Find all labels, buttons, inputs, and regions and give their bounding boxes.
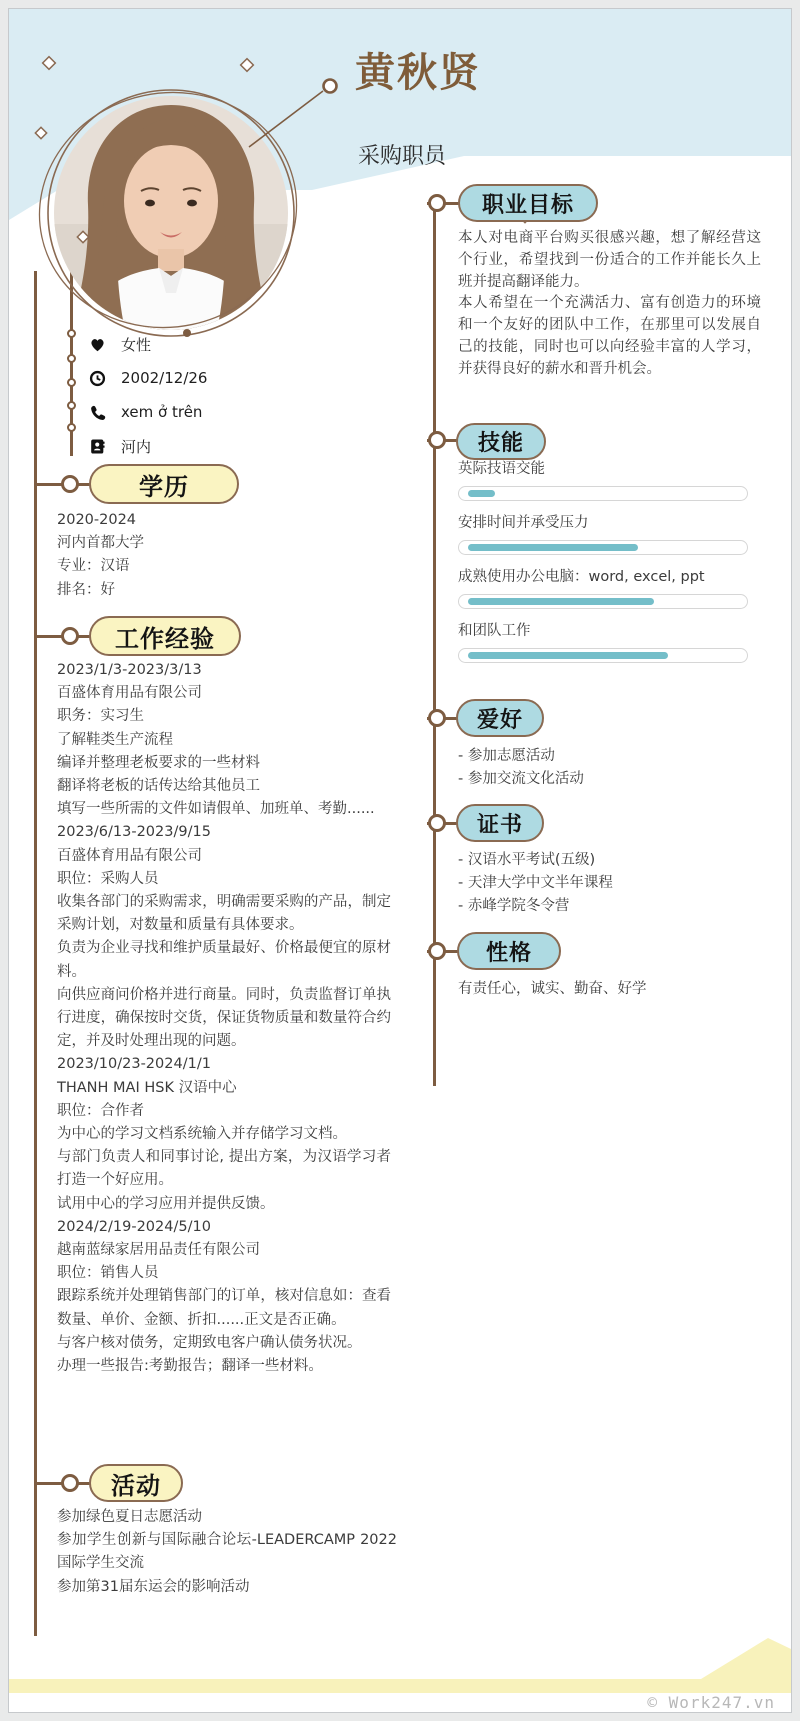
experience-line: 职位：合作者	[57, 1102, 144, 1119]
certificate-item: - 汉语水平考试(五级)	[458, 852, 596, 868]
activity-item: 参加第31届东运会的影响活动	[57, 1578, 250, 1595]
section-badge-activities: 活动	[89, 1464, 183, 1502]
skill-item	[458, 459, 748, 501]
experience-section	[57, 659, 391, 1378]
section-badge-certificates: 证书	[456, 804, 544, 842]
footer-decoration	[9, 1630, 792, 1694]
contact-item-birthdate	[89, 361, 207, 395]
contact-item-gender	[89, 327, 207, 361]
skill-bar-track	[458, 486, 748, 501]
contact-info	[89, 327, 207, 463]
experience-line: 职位：采购人员	[57, 870, 159, 887]
education-line: 专业：汉语	[57, 558, 130, 575]
resume-page	[8, 8, 792, 1713]
personality-text: 有责任心，诚实、勤奋、好学	[458, 981, 647, 997]
objective-paragraph: 本人对电商平台购买很感兴趣，想了解经营这个行业，希望找到一份适合的工作并能长久上班并提高翻译能力。	[458, 230, 761, 290]
job-title: 采购职员	[358, 144, 447, 169]
skill-item	[458, 513, 748, 555]
objective-section	[458, 228, 761, 381]
experience-line: 向供应商问价格并进行商量。同时，负责监督订单执行进度，确保按时交货，保证货物质量和数量符合约定，并及时处理出现的问题。	[57, 986, 391, 1050]
experience-line: 2023/10/23-2024/1/1	[57, 1056, 211, 1073]
contact-text: 2002/12/26	[121, 369, 208, 387]
certificates-section	[458, 849, 613, 918]
experience-line: 跟踪系统并处理销售部门的订单，核对信息如：查看数量、单价、金额、折扣......正文是否正确。	[57, 1288, 391, 1328]
experience-line: 了解鞋类生产流程	[57, 731, 173, 748]
experience-line: 百盛体育用品有限公司	[57, 685, 202, 702]
experience-line: 收集各部门的采购需求，明确需要采购的产品，制定采购计划，对数量和质量有具体要求。	[57, 894, 391, 934]
activity-item: 参加绿色夏日志愿活动	[57, 1509, 202, 1525]
experience-line: 2023/1/3-2023/3/13	[57, 662, 202, 678]
section-badge-objective: 职业目标	[458, 184, 598, 222]
personality-node	[428, 942, 446, 960]
contact-item-phone	[89, 395, 207, 429]
hobbies-section	[458, 745, 584, 791]
address-icon	[89, 438, 106, 455]
activity-item: 参加学生创新与国际融合论坛-LEADERCAMP 2022国际学生交流	[57, 1532, 397, 1572]
experience-line: 试用中心的学习应用并提供反馈。	[57, 1195, 275, 1212]
skill-label: 和团队工作	[458, 623, 531, 639]
phone-icon	[89, 404, 106, 421]
experience-line: 职位：销售人员	[57, 1265, 159, 1282]
certificate-item: - 赤峰学院冬令营	[458, 898, 570, 914]
experience-line: 填写一些所需的文件如请假单、加班单、考勤......	[57, 801, 375, 818]
experience-line: 职务：实习生	[57, 708, 144, 725]
experience-line: THANH MAI HSK 汉语中心	[57, 1079, 237, 1096]
contact-text: 河内	[121, 437, 152, 456]
education-line: 排名：好	[57, 581, 115, 598]
contact-text: xem ở trên	[121, 403, 203, 421]
hobby-item: - 参加交流文化活动	[458, 771, 584, 787]
experience-line: 负责为企业寻找和维护质量最好、价格最便宜的原材料。	[57, 940, 391, 980]
objective-paragraph: 本人希望在一个充满活力、富有创造力的环境和一个友好的团队中工作，在那里可以发展自己的技能，同时也可以向经验丰富的人学习，并获得良好的薪水和晋升机会。	[458, 295, 761, 377]
timeline-dot	[67, 329, 76, 338]
skill-bar-fill	[468, 598, 654, 605]
clock-icon	[89, 370, 106, 387]
skill-item	[458, 621, 748, 663]
timeline-dot	[67, 401, 76, 410]
skill-bar-track	[458, 594, 748, 609]
experience-line: 2023/6/13-2023/9/15	[57, 824, 211, 841]
section-badge-hobbies: 爱好	[456, 699, 544, 737]
education-section	[57, 509, 391, 602]
skill-label: 安排时间并承受压力	[458, 515, 589, 531]
skill-bar-track	[458, 648, 748, 663]
activities-section	[57, 1506, 397, 1599]
experience-node	[61, 627, 79, 645]
skill-bar-fill	[468, 652, 668, 659]
experience-line: 编译并整理老板要求的一些材料	[57, 754, 260, 771]
experience-line: 翻译将老板的话传达给其他员工	[57, 778, 260, 795]
contact-item-address	[89, 429, 207, 463]
heart-icon	[89, 336, 106, 353]
name-connector-bullet	[324, 80, 337, 93]
education-node	[61, 475, 79, 493]
personality-section	[458, 977, 647, 998]
timeline-dot	[67, 423, 76, 432]
experience-line: 2024/2/19-2024/5/10	[57, 1218, 211, 1235]
skill-label: 英际技语交能	[458, 461, 545, 477]
contact-text: 女性	[121, 335, 152, 354]
experience-line: 为中心的学习文档系统输入并存储学习文档。	[57, 1126, 347, 1143]
section-badge-education: 学历	[89, 464, 239, 504]
hobby-item: - 参加志愿活动	[458, 748, 555, 764]
skills-node	[428, 431, 446, 449]
name-connector-line	[249, 91, 323, 147]
experience-line: 与部门负责人和同事讨论, 提出方案，为汉语学习者打造一个好应用。	[57, 1149, 391, 1189]
experience-line: 办理一些报告:考勤报告；翻译一些材料。	[57, 1358, 323, 1375]
activities-node	[61, 1474, 79, 1492]
skill-bar-track	[458, 540, 748, 555]
skills-section	[458, 459, 748, 675]
skill-bar-fill	[468, 544, 638, 551]
objective-node	[428, 194, 446, 212]
experience-line: 与客户核对债务，定期致电客户确认债务状况。	[57, 1334, 362, 1351]
person-name: 黄秋贤	[355, 50, 481, 96]
hobbies-node	[428, 709, 446, 727]
certificates-node	[428, 814, 446, 832]
timeline-dot	[67, 378, 76, 387]
section-badge-skills: 技能	[456, 423, 546, 460]
watermark-credit: © Work247.vn	[647, 1693, 775, 1712]
section-badge-experience: 工作经验	[89, 616, 241, 656]
section-badge-personality: 性格	[457, 932, 561, 970]
education-line: 2020-2024	[57, 512, 137, 528]
experience-line: 越南蓝绿家居用品责任有限公司	[57, 1242, 260, 1259]
profile-photo	[54, 96, 288, 334]
education-line: 河内首都大学	[57, 535, 144, 552]
certificate-item: - 天津大学中文半年课程	[458, 875, 613, 891]
skill-label: 成熟使用办公电脑：word, excel, ppt	[458, 569, 705, 585]
skill-item	[458, 567, 748, 609]
experience-line: 百盛体育用品有限公司	[57, 847, 202, 864]
skill-bar-fill	[468, 490, 495, 497]
timeline-dot	[67, 354, 76, 363]
